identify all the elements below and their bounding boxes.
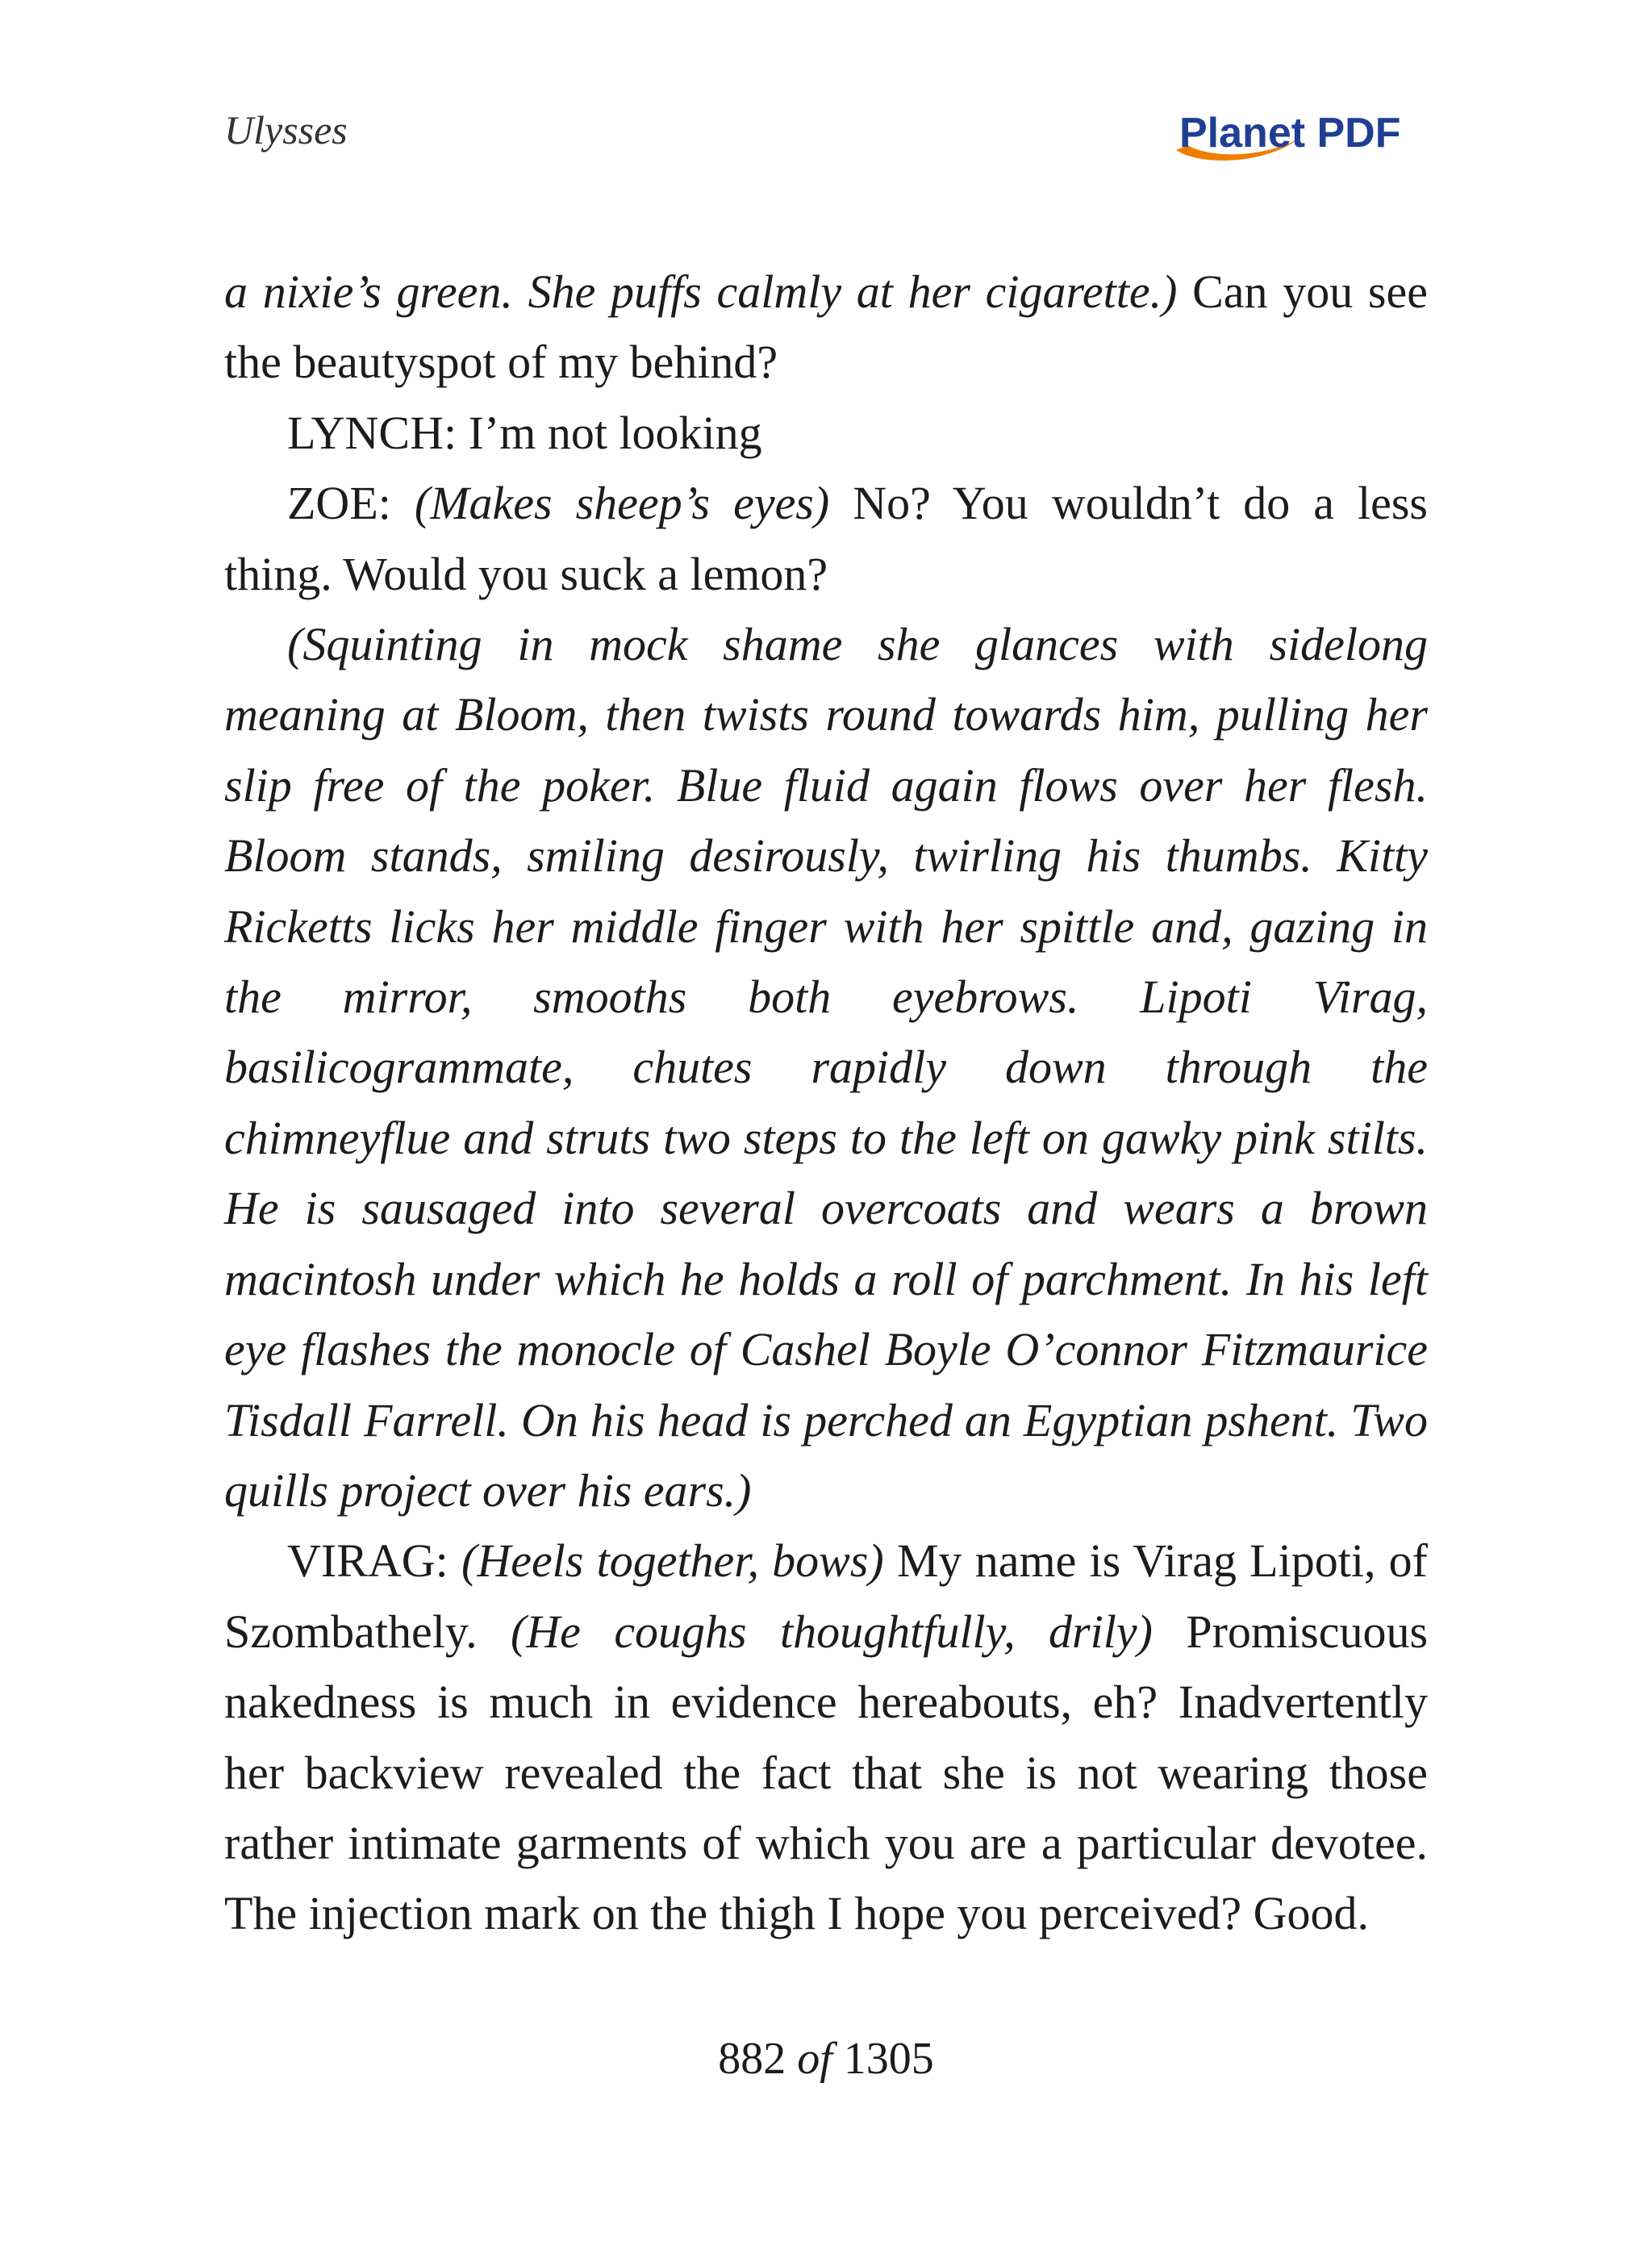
paragraph (224, 609, 1428, 1526)
stage-direction: (Squinting in mock shame she glances with sidelong meaning at Bloom, then twists round towards him, pulling her slip free of the poker. Blue fluid again flows over her flesh. Bloom stands, smiling desirously, twirling his thumbs. Kitty Ricketts licks her middle finger with her spittle and, gazing in the mirror, smooths both eyebrows. Lipoti Virag, basilicogrammate, chutes rapidly down through the chimneyflue and struts two steps to the left on gawky pink stilts. He is sausaged into several overcoats and wears a brown macintosh under which he holds a roll of parchment. In his left eye flashes the monocle of Cashel Boyle O’connor Fitzmaurice Tisdall Farrell. On his head is perched an Egyptian pshent. Two quills project over his ears.) (224, 618, 1428, 1517)
planet-pdf-logo (1168, 103, 1426, 169)
stage-direction: (Heels together, bows) (461, 1534, 884, 1588)
page-of-label: of (797, 2034, 832, 2084)
dialogue-text: VIRAG: (287, 1534, 461, 1588)
paragraph (224, 257, 1428, 398)
dialogue-text: LYNCH: I’m not looking (287, 406, 762, 459)
stage-direction: a nixie’s green. She puffs calmly at her cigarette.) (224, 265, 1178, 318)
logo-text: Planet PDF (1179, 110, 1401, 157)
paragraph (224, 468, 1428, 609)
page-number (0, 2033, 1652, 2085)
total-pages: 1305 (843, 2034, 934, 2084)
dialogue-text: ZOE: (287, 477, 415, 530)
stage-direction: (He coughs thoughtfully, drily) (510, 1605, 1153, 1658)
dialogue-text: Can you see the beautyspot of my behind? (224, 265, 1428, 389)
paragraph (224, 398, 1428, 468)
page-body (224, 257, 1428, 1949)
paragraph (224, 1526, 1428, 1948)
book-title: Ulysses (224, 107, 348, 152)
current-page: 882 (718, 2034, 786, 2084)
stage-direction: (Makes sheep’s eyes) (414, 477, 830, 530)
dialogue-text: Promiscuous nakedness is much in evidence hereabouts, eh? Inadvertently her backview revealed the fact that she is not wearing those rather intimate garments of which you are a particular devotee. The injection mark on the thigh I hope you perceived? Good. (224, 1605, 1429, 1940)
dialogue-text: My name is Virag Lipoti, of Szombathely. (224, 1534, 1428, 1658)
dialogue-text: No? You wouldn’t do a less thing. Would you suck a lemon? (224, 477, 1428, 600)
